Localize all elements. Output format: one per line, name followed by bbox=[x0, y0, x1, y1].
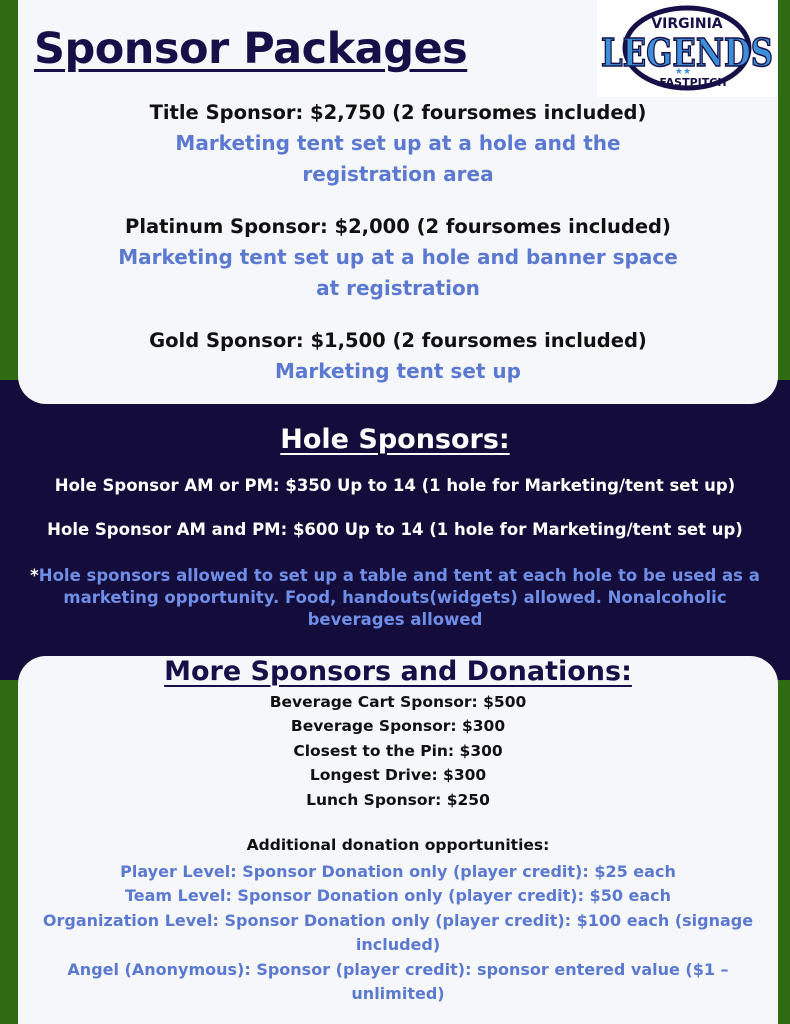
list-item: Beverage Cart Sponsor: $500 bbox=[269, 693, 527, 711]
logo-stars: ★★ bbox=[674, 67, 692, 77]
package-list bbox=[18, 98, 778, 409]
package-title-sponsor bbox=[18, 98, 778, 190]
donation-item: Angel (Anonymous): Sponsor (player credit): sponsor entered value ($1 – unlimited) bbox=[67, 959, 729, 1004]
donation-item: Team Level: Sponsor Donation only (player credit): $50 each bbox=[124, 886, 672, 906]
hole-sponsor-line: Hole Sponsor AM and PM: $600 Up to 14 (1 hole for Marketing/tent set up) bbox=[47, 520, 743, 539]
package-title: Title Sponsor: $2,750 (2 foursomes included) bbox=[149, 101, 647, 124]
list-item: Longest Drive: $300 bbox=[309, 766, 487, 785]
donation-list bbox=[40, 860, 756, 1006]
logo-bottom-text: FASTPITCH bbox=[659, 76, 727, 89]
donation-item: Organization Level: Sponsor Donation only (player credit): $100 each (signage included) bbox=[42, 910, 754, 955]
list-item: Closest to the Pin: $300 bbox=[293, 741, 503, 760]
logo-main-text: LEGENDS bbox=[601, 30, 773, 75]
more-sponsors-heading: More Sponsors and Donations: bbox=[164, 656, 632, 687]
donation-heading: Additional donation opportunities: bbox=[246, 836, 550, 854]
list-item: Beverage Sponsor: $300 bbox=[290, 717, 506, 736]
package-description: Marketing tent set up at a hole and the registration area bbox=[175, 131, 621, 186]
note-text: Hole sponsors allowed to set up a table and tent at each hole to be used as a marketing opportunity. Food, handouts(widgets) allowed. Nonalcoholic beverages allowed bbox=[38, 566, 760, 629]
package-title: Gold Sponsor: $1,500 (2 foursomes included) bbox=[149, 329, 647, 352]
legends-logo bbox=[597, 0, 777, 97]
list-item: Lunch Sponsor: $250 bbox=[306, 790, 490, 809]
package-gold-sponsor bbox=[18, 326, 778, 387]
note-asterisk: * bbox=[30, 566, 39, 585]
package-description: Marketing tent set up at a hole and banner space at registration bbox=[118, 245, 678, 300]
more-sponsors-list bbox=[18, 690, 778, 812]
hole-sponsor-note bbox=[30, 565, 760, 631]
package-platinum-sponsor bbox=[18, 212, 778, 304]
donation-item: Player Level: Sponsor Donation only (player credit): $25 each bbox=[120, 862, 676, 881]
logo-top-text: VIRGINIA bbox=[651, 16, 723, 32]
package-title: Platinum Sponsor: $2,000 (2 foursomes included) bbox=[125, 215, 671, 238]
package-description: Marketing tent set up bbox=[275, 359, 521, 383]
hole-sponsor-line: Hole Sponsor AM or PM: $350 Up to 14 (1 hole for Marketing/tent set up) bbox=[54, 476, 736, 495]
hole-sponsors-heading: Hole Sponsors: bbox=[280, 424, 510, 455]
page-title: Sponsor Packages bbox=[34, 24, 468, 74]
